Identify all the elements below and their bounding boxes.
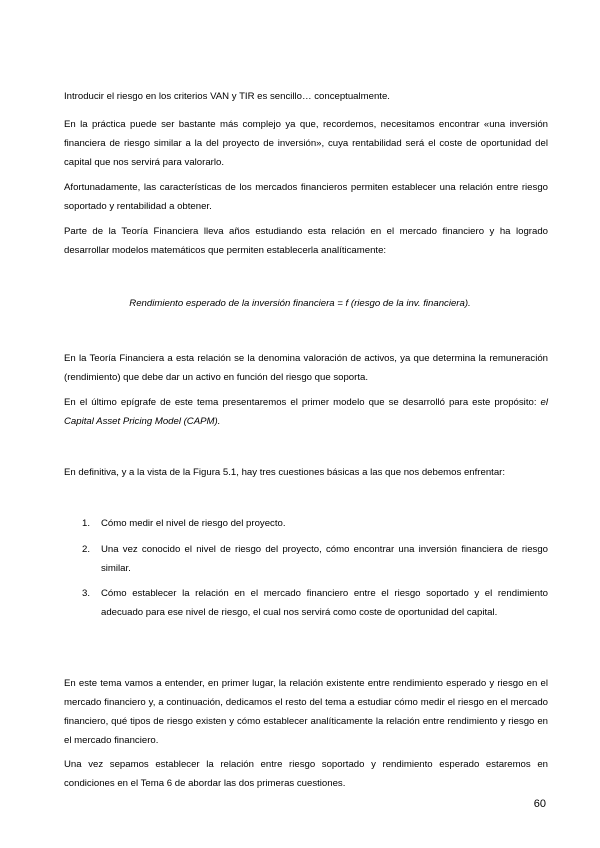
list-item-text: Una vez conocido el nivel de riesgo del proyecto, cómo encontrar una inversión financiera de riesgo similar. — [101, 544, 548, 574]
paragraph-fortunately: Afortunadamente, las características de los mercados financieros permiten establecer una relación entre riesgo soportado y rentabilidad a obtener. — [64, 182, 548, 212]
paragraph-financial-theory: Parte de la Teoría Financiera lleva años estudiando esta relación en el mercado financiero y ha logrado desarrollar modelos matemáticos que permiten establecerla analíticamente: — [64, 226, 548, 256]
paragraph-intro: Introducir el riesgo en los criterios VAN y TIR es sencillo… conceptualmente. — [64, 91, 390, 102]
paragraph-next-topic: Una vez sepamos establecer la relación entre riesgo soportado y rendimiento esperado estaremos en condiciones en el Tema 6 de abordar las dos primeras cuestiones. — [64, 759, 548, 789]
capm-name: el Capital Asset Pricing Model (CAPM). — [64, 397, 548, 427]
capm-intro-text: En el último epígrafe de este tema presentaremos el primer modelo que se desarrolló para este propósito: — [64, 397, 537, 408]
paragraph-this-topic: En este tema vamos a entender, en primer lugar, la relación existente entre rendimiento esperado y riesgo en el mercado financiero y, a continuación, dedicamos el resto del tema a estudiar cómo medir el riesgo en el mercado financiero, qué tipos de riesgo existen y cómo establecer analíticamente la relación entre rendimiento y riesgo en el mercado financiero. — [64, 678, 548, 746]
page-number: 60 — [533, 798, 546, 810]
paragraph-practice: En la práctica puede ser bastante más complejo ya que, recordemos, necesitamos encontrar «una inversión financiera de riesgo similar a la del proyecto de inversión», cuya rentabilidad será el coste de oportunidad del capital que nos servirá para valorarlo. — [64, 119, 548, 168]
paragraph-capm — [64, 393, 548, 431]
list-item-text: Cómo establecer la relación en el mercado financiero entre el riesgo soportado y el rendimiento adecuado para ese nivel de riesgo, el cual nos servirá como coste de oportunidad del capital. — [101, 588, 548, 618]
list-item-number: 1. — [82, 518, 91, 529]
list-item-text: Cómo medir el nivel de riesgo del proyecto. — [101, 518, 286, 529]
paragraph-asset-valuation: En la Teoría Financiera a esta relación se la denomina valoración de activos, ya que determina la remuneración (rendimiento) que debe dar un activo en función del riesgo que soporta. — [64, 353, 548, 383]
list-item-number: 3. — [82, 588, 91, 599]
paragraph-in-summary: En definitiva, y a la vista de la Figura 5.1, hay tres cuestiones básicas a las que nos debemos enfrentar: — [64, 467, 506, 478]
formula-expected-return: Rendimiento esperado de la inversión financiera = f (riesgo de la inv. financiera). — [129, 298, 471, 309]
list-item-number: 2. — [82, 544, 91, 555]
